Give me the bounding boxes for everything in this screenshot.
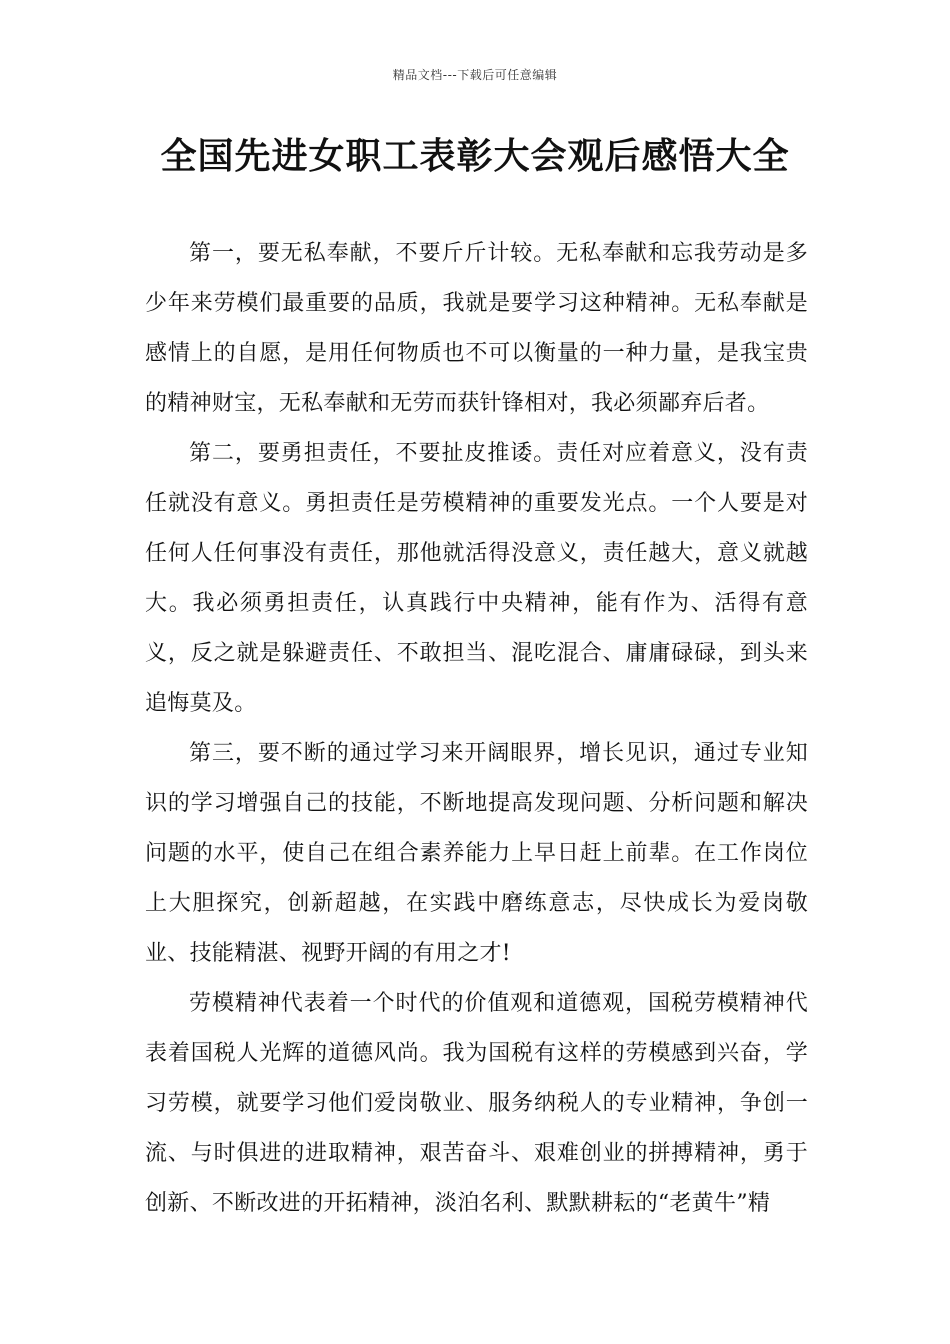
document-body bbox=[145, 229, 808, 1229]
paragraph-1: 第一，要无私奉献，不要斤斤计较。无私奉献和忘我劳动是多少年来劳模们最重要的品质，我就是要学习这种精神。无私奉献是感情上的自愿，是用任何物质也不可以衡量的一种力量，是我宝贵的精神财宝，无私奉献和无劳而获针锋相对，我必须鄙弃后者。 bbox=[145, 241, 808, 416]
document-title: 全国先进女职工表彰大会观后感悟大全 bbox=[160, 136, 790, 177]
paragraph-2: 第二，要勇担责任，不要扯皮推诿。责任对应着意义，没有责任就没有意义。勇担责任是劳模精神的重要发光点。一个人要是对任何人任何事没有责任，那他就活得没意义，责任越大，意义就越大。我必须勇担责任，认真践行中央精神，能有作为、活得有意义，反之就是躲避责任、不敢担当、混吃混合、庸庸碌碌，到头来追悔莫及。 bbox=[145, 441, 808, 716]
paragraph-3: 第三，要不断的通过学习来开阔眼界，增长见识，通过专业知识的学习增强自己的技能，不断地提高发现问题、分析问题和解决问题的水平，使自己在组合素养能力上早日赶上前辈。在工作岗位上大胆探究，创新超越，在实践中磨练意志，尽快成长为爱岗敬业、技能精湛、视野开阔的有用之才! bbox=[145, 741, 808, 966]
paragraph-4: 劳模精神代表着一个时代的价值观和道德观，国税劳模精神代表着国税人光辉的道德风尚。我为国税有这样的劳模感到兴奋，学习劳模，就要学习他们爱岗敬业、服务纳税人的专业精神，争创一流、与时俱进的进取精神，艰苦奋斗、艰难创业的拼搏精神，勇于创新、不断改进的开拓精神，淡泊名利、默默耕耘的“老黄牛”精 bbox=[145, 991, 808, 1216]
header-note: 精品文档---下载后可任意编辑 bbox=[392, 68, 558, 82]
